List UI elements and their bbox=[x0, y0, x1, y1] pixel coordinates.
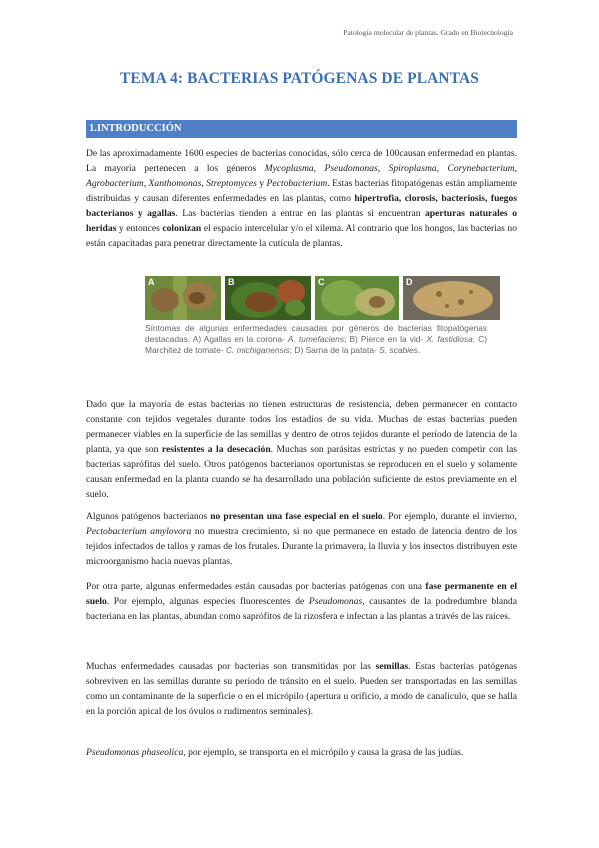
figure-label-a: A bbox=[148, 277, 155, 287]
figure-label-d: D bbox=[406, 277, 413, 287]
pierce-disease-image bbox=[225, 276, 311, 320]
figure-panel-b bbox=[225, 276, 311, 320]
figure-panel-c bbox=[315, 276, 399, 320]
figure-label-b: B bbox=[228, 277, 235, 287]
figure-panel-d bbox=[403, 276, 500, 320]
crown-gall-image bbox=[145, 276, 221, 320]
paragraph-seeds: Muchas enfermedades causadas por bacterias son transmitidas por las semillas. Estas bacterias patógenas sobreviven en las semillas durante su período de tránsito en el suelo. Pueden ser transportadas en las semillas como un contaminante de la superficie o en el micrópilo (apertura u orificio, a modo de canalículo, que se halla en la porción apical de los óvulos o rudimentos seminales). bbox=[86, 661, 517, 717]
page-header: Patología molecular de plantas. Grado en Biotecnología bbox=[343, 28, 513, 37]
symptoms-figure bbox=[145, 276, 500, 320]
paragraph-no-soil-phase: Algunos patógenos bacterianos no presentan una fase especial en el suelo. Por ejemplo, durante el invierno, Pectobacterium amylovora no muestra crecimiento, si no que permanece en estado de latencia dentro de los tejidos infectados de tallos y ramas de los frutales. Durante la primavera, la lluvia y los insectos distribuyen este microorganismo hacia nuevas plantas. bbox=[86, 511, 518, 567]
figure-panel-a bbox=[145, 276, 221, 320]
figure-caption: Síntomas de algunas enfermedades causadas por géneros de bacterias fitopatógenas destacadas. A) Agallas en la corona- A. tumefaciens; B) Pierce en la vid- X. fastidiosa; C) Marchitez de tomate- C. michiganensis; D) Sarna de la patata- S. scabies. bbox=[145, 323, 487, 355]
page-title: TEMA 4: BACTERIAS PATÓGENAS DE PLANTAS bbox=[119, 70, 480, 87]
section-heading: 1.INTRODUCCIÓN bbox=[86, 120, 517, 138]
potato-scab-image bbox=[403, 276, 500, 320]
paragraph-intro: De las aproximadamente 1600 especies de bacterias conocidas, sólo cerca de 100causan enfermedad en plantas. La mayoría pertenecen a los géneros Mycoplasma, Pseudomonas, Spiroplasma, Corynebacterium, Agrobacterium, Xanthomonas, Streptomyces y Pectobacterium. Estas bacterias fitopatógenas están ampliamente distribuidas y causan diferentes enfermedades en las plantas, como hipertrofia, clorosis, bacteriosis, fuegos bacterianos y agallas. Las bacterias tienden a entrar en las plantas si encuentran aperturas naturales o heridas y entonces colonizan el espacio intercelular y/o el xilema. Al contrario que los hongos, las bacterias no están capacitadas para penetrar directamente la cutícula de plantas. bbox=[86, 148, 518, 249]
figure-label-c: C bbox=[318, 277, 325, 287]
paragraph-example: Pseudomonas phaseolica, por ejemplo, se transporta en el micrópilo y causa la grasa de las judías. bbox=[86, 747, 464, 758]
paragraph-soil-phase: Por otra parte, algunas enfermedades están causadas por bacterias patógenas con una fase permanente en el suelo. Por ejemplo, algunas especies fluorescentes de Pseudomonas, causantes de la podredumbre blanda bacteriana en las plantas, abundan como saprófitos de la rizosfera e infectan a las plantas a través de las raíces. bbox=[86, 581, 517, 622]
tomato-wilt-image bbox=[315, 276, 399, 320]
paragraph-resistance: Dado que la mayoría de estas bacterias no tienen estructuras de resistencia, deben permanecer en contacto constante con tejidos vegetales durante todos los estadios de su vida. Muchas de estas bacterias pueden permanecer viables en la superficie de las semillas y dentro de otros tejidos durante el período de latencia de la planta, ya que son resistentes a la desecación. Muchas son parásitas estrictas y no pueden competir con las bacterias saprófitas del suelo. Otros patógenos bacterianos oportunistas se reproducen en el suelo y solamente causan enfermedad en la planta cuando se ha desarrollado una población suficiente de estos previamente en el suelo. bbox=[86, 399, 517, 500]
